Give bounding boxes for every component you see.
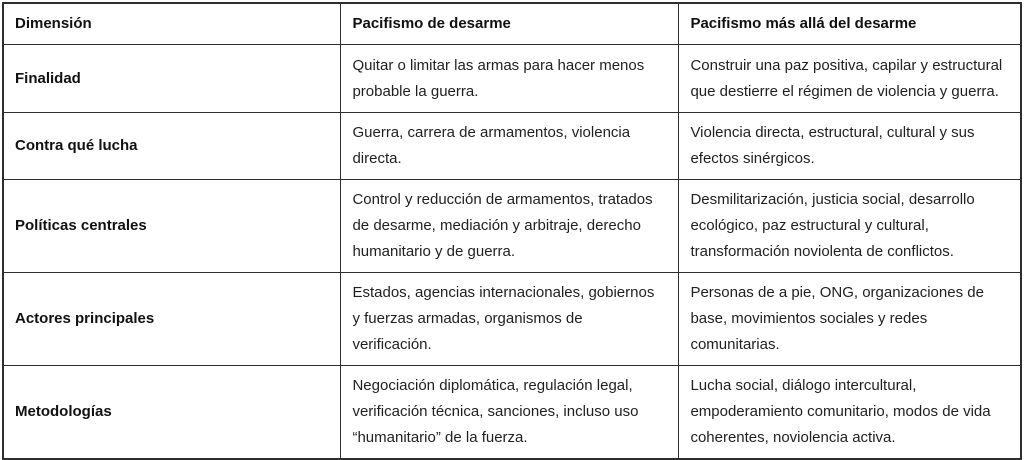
mas-alla-cell: Construir una paz positiva, capilar y estructural que destierre el régimen de violencia y guerra. xyxy=(679,45,1021,113)
dimension-cell: Finalidad xyxy=(3,45,341,113)
table-row xyxy=(3,180,1021,273)
dimension-cell: Políticas centrales xyxy=(3,180,341,273)
header-row xyxy=(3,3,1021,45)
column-header-pacifismo-mas-alla: Pacifismo más allá del desarme xyxy=(679,3,1021,45)
table-row xyxy=(3,273,1021,366)
table-row xyxy=(3,45,1021,113)
table-body xyxy=(3,45,1021,460)
pacifism-comparison-table xyxy=(2,2,1022,460)
column-header-pacifismo-desarme: Pacifismo de desarme xyxy=(341,3,679,45)
mas-alla-cell: Personas de a pie, ONG, organizaciones de base, movimientos sociales y redes comunitarias. xyxy=(679,273,1021,366)
mas-alla-cell: Violencia directa, estructural, cultural y sus efectos sinérgicos. xyxy=(679,113,1021,180)
mas-alla-cell: Lucha social, diálogo intercultural, empoderamiento comunitario, modos de vida coherentes, noviolencia activa. xyxy=(679,366,1021,460)
mas-alla-cell: Desmilitarización, justicia social, desarrollo ecológico, paz estructural y cultural, transformación noviolenta de conflictos. xyxy=(679,180,1021,273)
desarme-cell: Estados, agencias internacionales, gobiernos y fuerzas armadas, organismos de verificación. xyxy=(341,273,679,366)
column-header-dimension: Dimensión xyxy=(3,3,341,45)
desarme-cell: Guerra, carrera de armamentos, violencia directa. xyxy=(341,113,679,180)
dimension-cell: Actores principales xyxy=(3,273,341,366)
desarme-cell: Negociación diplomática, regulación legal, verificación técnica, sanciones, incluso uso “humanitario” de la fuerza. xyxy=(341,366,679,460)
desarme-cell: Quitar o limitar las armas para hacer menos probable la guerra. xyxy=(341,45,679,113)
desarme-cell: Control y reducción de armamentos, tratados de desarme, mediación y arbitraje, derecho humanitario y de guerra. xyxy=(341,180,679,273)
dimension-cell: Metodologías xyxy=(3,366,341,460)
dimension-cell: Contra qué lucha xyxy=(3,113,341,180)
table-row xyxy=(3,366,1021,460)
table-row xyxy=(3,113,1021,180)
